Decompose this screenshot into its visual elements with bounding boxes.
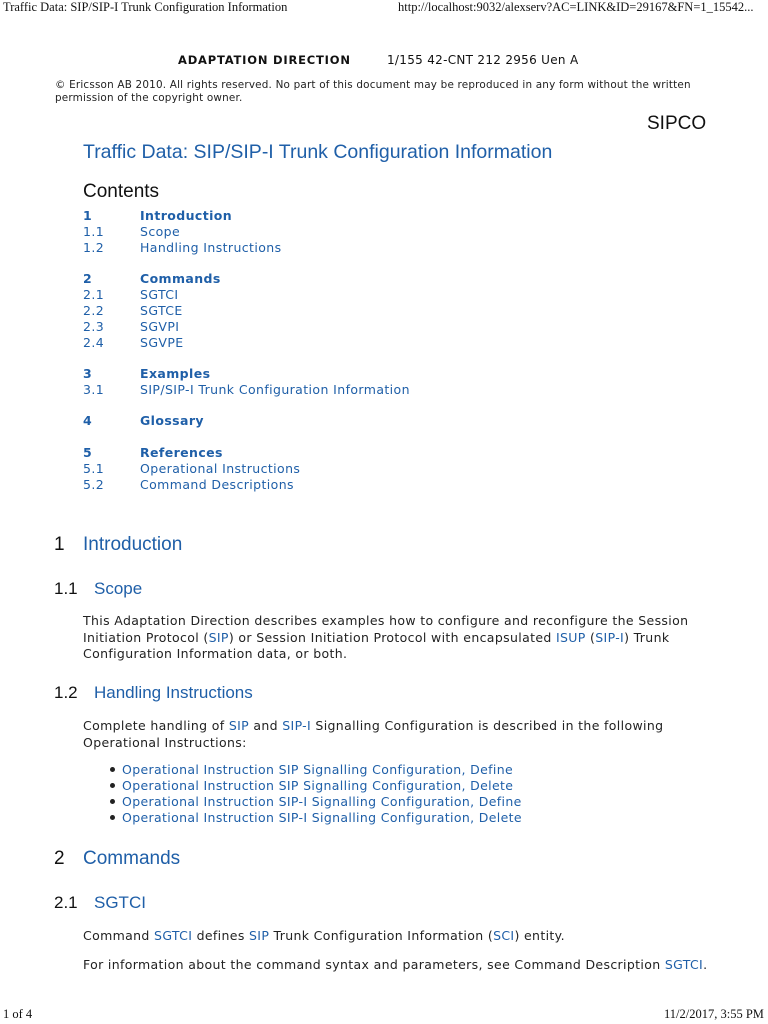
print-datetime: 11/2/2017, 3:55 PM	[664, 1007, 764, 1021]
toc-item-sgvpi[interactable]: SGVPI	[140, 319, 180, 334]
sip-link[interactable]: SIP	[208, 629, 229, 645]
sgtci-text: .	[703, 957, 708, 972]
toc-item-trunk-config-info[interactable]: SIP/SIP-I Trunk Configuration Information	[140, 382, 410, 397]
scope-text: ) Trunk	[624, 629, 670, 645]
sgtci-text: For information about the command syntax and parameters, see Command Description	[83, 957, 665, 972]
toc-num-1-1[interactable]: 1.1	[83, 224, 105, 239]
section-1-1-title: Scope	[94, 579, 143, 598]
toc-item-scope[interactable]: Scope	[140, 224, 181, 239]
toc-item-command-descriptions[interactable]: Command Descriptions	[140, 477, 294, 492]
print-page-title: Traffic Data: SIP/SIP-I Trunk Configuration Information	[3, 0, 288, 14]
doc-number: 1/155 42-CNT 212 2956 Uen A	[387, 53, 579, 67]
section-2-1-number: 2.1	[54, 893, 78, 912]
scope-text: (	[585, 629, 596, 645]
section-2-title: Commands	[83, 848, 181, 869]
toc-item-handling-instructions[interactable]: Handling Instructions	[140, 240, 282, 255]
sgtci-text: Trunk Configuration Information (	[269, 928, 494, 943]
handling-text: and	[249, 718, 283, 733]
sgtci-link[interactable]: SGTCI	[154, 928, 193, 943]
bullet-icon	[110, 767, 115, 772]
operational-instructions-list	[106, 762, 522, 826]
contents-heading: Contents	[83, 181, 160, 202]
toc-num-2-4[interactable]: 2.4	[83, 335, 105, 350]
section-1-2-title: Handling Instructions	[94, 683, 253, 702]
bullet-icon	[110, 815, 115, 820]
handling-paragraph	[83, 718, 663, 751]
copyright-line-2: permission of the copyright owner.	[55, 92, 243, 104]
toc-item-introduction[interactable]: Introduction	[140, 208, 233, 223]
command-description-sgtci-link[interactable]: SGTCI	[664, 957, 704, 972]
list-item	[106, 778, 522, 794]
sip-link[interactable]: SIP	[228, 718, 250, 733]
section-1-2-number: 1.2	[54, 683, 78, 702]
copyright-line-1: © Ericsson AB 2010. All rights reserved. No part of this document may be reproduced in any form without the written	[55, 79, 691, 91]
doc-type: ADAPTATION DIRECTION	[178, 53, 351, 67]
sgtci-text: Command	[83, 928, 155, 943]
section-2-number: 2	[54, 848, 65, 869]
sci-link[interactable]: SCI	[493, 928, 515, 943]
toc-num-3[interactable]: 3	[83, 366, 93, 381]
section-2-1-title: SGTCI	[94, 893, 146, 912]
toc-num-5-2[interactable]: 5.2	[83, 477, 105, 492]
toc-item-sgtci[interactable]: SGTCI	[140, 287, 179, 302]
handling-line-2: Operational Instructions:	[83, 734, 247, 750]
toc-num-4[interactable]: 4	[83, 413, 93, 428]
toc-item-sgvpe[interactable]: SGVPE	[140, 335, 184, 350]
toc-num-1-2[interactable]: 1.2	[83, 240, 105, 255]
bullet-icon	[110, 799, 115, 804]
handling-text: Signalling Configuration is described in the following	[311, 718, 664, 733]
product-name: SIPCO	[647, 113, 707, 134]
sgtci-paragraph-1	[83, 928, 565, 945]
toc-num-5-1[interactable]: 5.1	[83, 461, 105, 476]
section-1-1-number: 1.1	[54, 579, 78, 598]
sgtci-text: defines	[192, 928, 250, 943]
scope-text: Initiation Protocol (	[83, 629, 209, 645]
toc-num-2-1[interactable]: 2.1	[83, 287, 105, 302]
handling-line-1	[83, 718, 663, 735]
toc-num-1[interactable]: 1	[83, 208, 93, 223]
scope-line-1: This Adaptation Direction describes examples how to configure and reconfigure the Session	[83, 613, 689, 628]
scope-text: ) or Session Initiation Protocol with encapsulated	[228, 629, 556, 645]
oi-sip-i-delete-link[interactable]: Operational Instruction SIP-I Signalling Configuration, Delete	[122, 810, 522, 825]
toc-item-references[interactable]: References	[140, 445, 223, 460]
sgtci-paragraph-2	[83, 957, 707, 974]
sgtci-text: ) entity.	[514, 928, 565, 943]
toc-num-2-3[interactable]: 2.3	[83, 319, 105, 334]
list-item	[106, 810, 522, 826]
section-1-number: 1	[54, 534, 65, 555]
toc-item-commands[interactable]: Commands	[140, 271, 221, 286]
toc-num-5[interactable]: 5	[83, 445, 93, 460]
sip-i-link[interactable]: SIP-I	[595, 629, 625, 645]
oi-sip-define-link[interactable]: Operational Instruction SIP Signalling Configuration, Define	[122, 762, 514, 777]
list-item	[106, 794, 522, 810]
scope-line-2	[83, 630, 688, 647]
scope-paragraph	[83, 613, 688, 663]
oi-sip-i-define-link[interactable]: Operational Instruction SIP-I Signalling Configuration, Define	[122, 794, 522, 809]
list-item	[106, 762, 522, 778]
bullet-icon	[110, 783, 115, 788]
print-page-counter: 1 of 4	[3, 1007, 33, 1021]
toc-num-2[interactable]: 2	[83, 271, 93, 286]
toc-item-operational-instructions[interactable]: Operational Instructions	[140, 461, 301, 476]
toc-item-examples[interactable]: Examples	[140, 366, 211, 381]
isup-link[interactable]: ISUP	[555, 629, 586, 645]
toc-item-sgtce[interactable]: SGTCE	[140, 303, 183, 318]
print-url: http://localhost:9032/alexserv?AC=LINK&ID=29167&FN=1_15542...	[398, 0, 754, 14]
toc-item-glossary[interactable]: Glossary	[140, 413, 204, 428]
section-1-title: Introduction	[83, 534, 183, 555]
scope-line-3: Configuration Information data, or both.	[83, 646, 348, 661]
oi-sip-delete-link[interactable]: Operational Instruction SIP Signalling Configuration, Delete	[122, 778, 514, 793]
toc-num-3-1[interactable]: 3.1	[83, 382, 105, 397]
page-title: Traffic Data: SIP/SIP-I Trunk Configuration Information	[83, 141, 553, 163]
handling-text: Complete handling of	[83, 718, 229, 733]
sip-link[interactable]: SIP	[249, 928, 270, 943]
toc-num-2-2[interactable]: 2.2	[83, 303, 105, 318]
sip-i-link[interactable]: SIP-I	[282, 718, 312, 733]
